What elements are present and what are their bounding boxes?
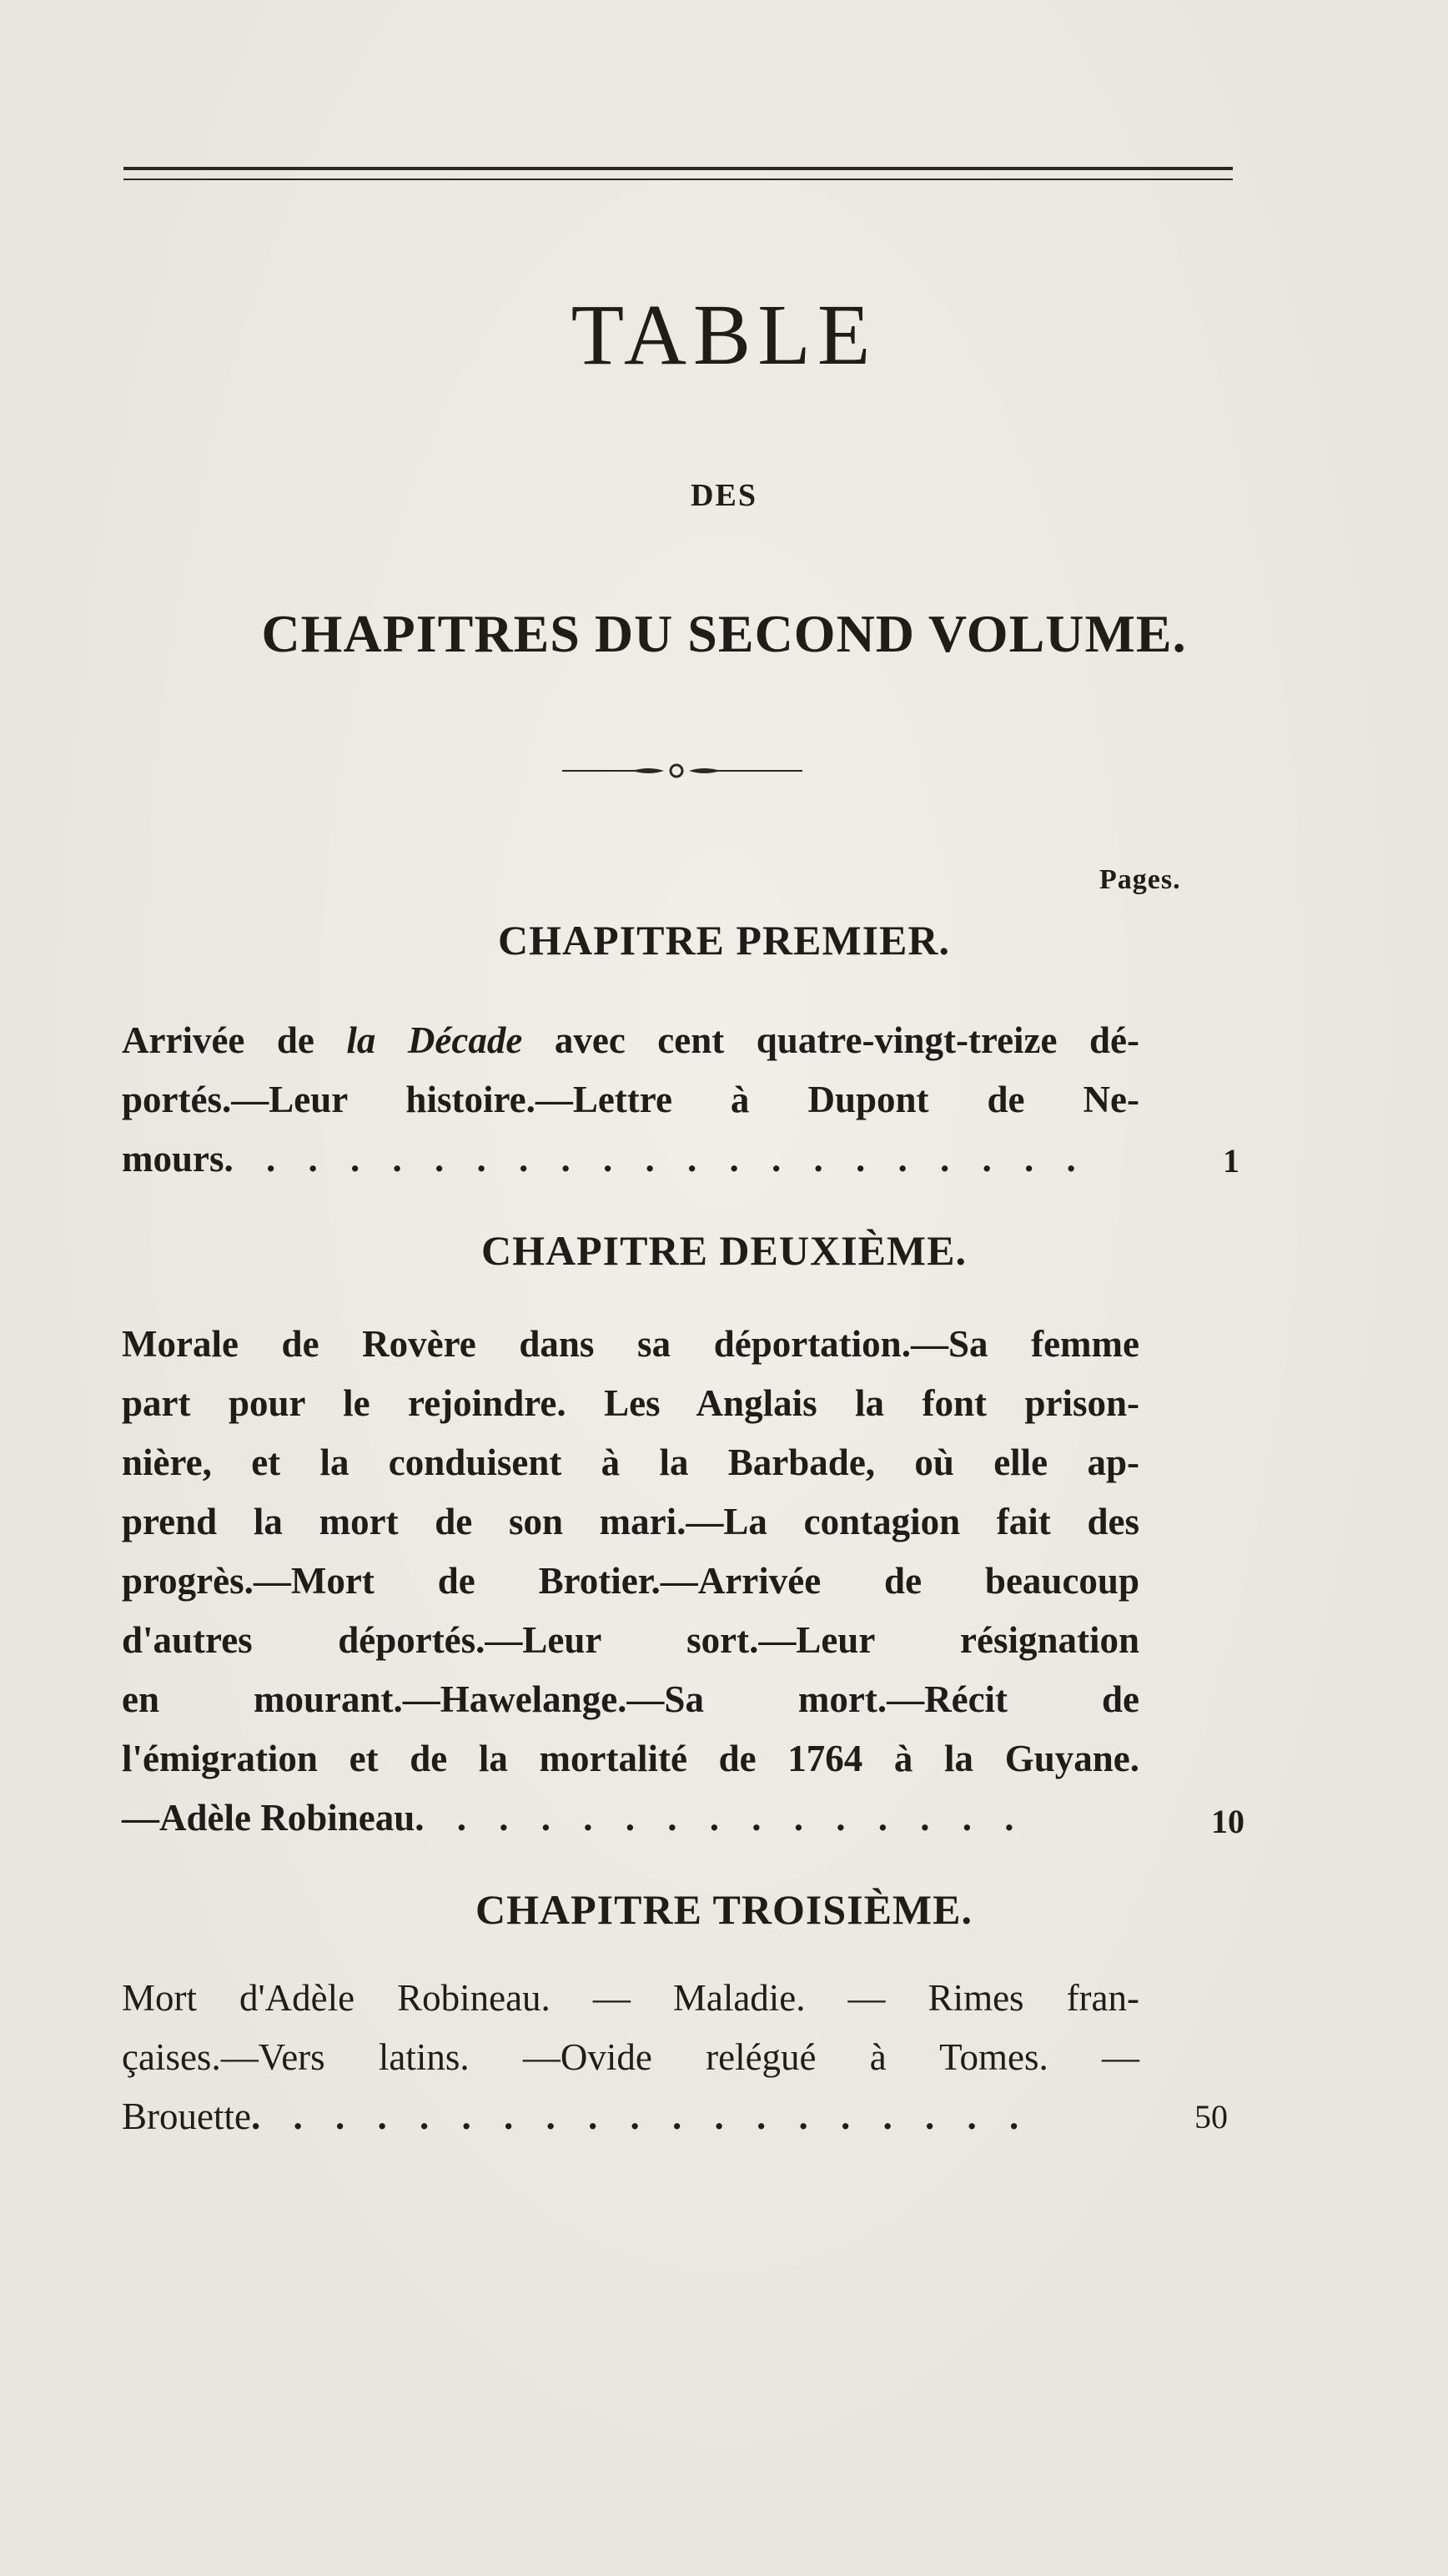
top-rule-thin bbox=[123, 179, 1233, 180]
title-des: DES bbox=[691, 478, 757, 513]
entry-line: çaises.—Vers latins. —Ovide relégué à Tomes. — bbox=[122, 2036, 1139, 2078]
top-rule-thick bbox=[123, 167, 1233, 170]
entry-line: mours. . . . . . . . . . . . . . . . . . . . . bbox=[122, 1138, 1088, 1180]
entry-line: progrès.—Mort de Brotier.—Arrivée de beaucoup bbox=[122, 1560, 1139, 1602]
dot-leader: . . . . . . . . . . . . . . . . . . . bbox=[250, 2096, 1031, 2137]
chapter-entry-3 bbox=[122, 1969, 1139, 2146]
dot-leader: . . . . . . . . . . . . . . . . . . . . . bbox=[224, 1138, 1088, 1180]
entry-line: en mourant.—Hawelange.—Sa mort.—Récit de bbox=[122, 1678, 1139, 1720]
page-number-1: 1 bbox=[1223, 1142, 1239, 1180]
dot-leader: . . . . . . . . . . . . . . . bbox=[415, 1797, 1026, 1839]
entry-line: d'autres déportés.—Leur sort.—Leur résignation bbox=[122, 1619, 1139, 1661]
ornament-divider bbox=[557, 761, 807, 781]
chapter-entry-2 bbox=[122, 1315, 1139, 1848]
page-number-2: 10 bbox=[1211, 1803, 1244, 1840]
page-title: TABLE bbox=[571, 287, 877, 383]
pages-column-label: Pages. bbox=[1099, 864, 1181, 895]
chapter-heading-3: CHAPITRE TROISIÈME. bbox=[475, 1886, 973, 1933]
entry-line: nière, et la conduisent à la Barbade, où elle ap- bbox=[122, 1441, 1139, 1483]
entry-line: l'émigration et de la mortalité de 1764 à la Guyane. bbox=[122, 1738, 1139, 1779]
chapter-heading-2: CHAPITRE DEUXIÈME. bbox=[481, 1227, 967, 1274]
entry-line: Mort d'Adèle Robineau. — Maladie. — Rimes fran- bbox=[122, 1977, 1139, 2019]
entry-line: Morale de Rovère dans sa déportation.—Sa femme bbox=[122, 1323, 1139, 1365]
chapter-heading-1: CHAPITRE PREMIER. bbox=[497, 917, 951, 963]
entry-line: prend la mort de son mari.—La contagion fait des bbox=[122, 1501, 1139, 1542]
entry-line: portés.—Leur histoire.—Lettre à Dupont de Ne- bbox=[122, 1079, 1139, 1120]
entry-line: —Adèle Robineau. . . . . . . . . . . . . . . bbox=[122, 1797, 1026, 1839]
page-subtitle: CHAPITRES DU SECOND VOLUME. bbox=[261, 604, 1187, 663]
page-number-3: 50 bbox=[1194, 2098, 1228, 2136]
entry-line: part pour le rejoindre. Les Anglais la font prison- bbox=[122, 1382, 1139, 1424]
entry-line: Brouette. . . . . . . . . . . . . . . . . . . bbox=[122, 2096, 1031, 2137]
chapter-entry-1 bbox=[122, 1011, 1139, 1189]
entry-line: Arrivée de la Décade avec cent quatre-vingt-treize dé- bbox=[122, 1019, 1139, 1061]
